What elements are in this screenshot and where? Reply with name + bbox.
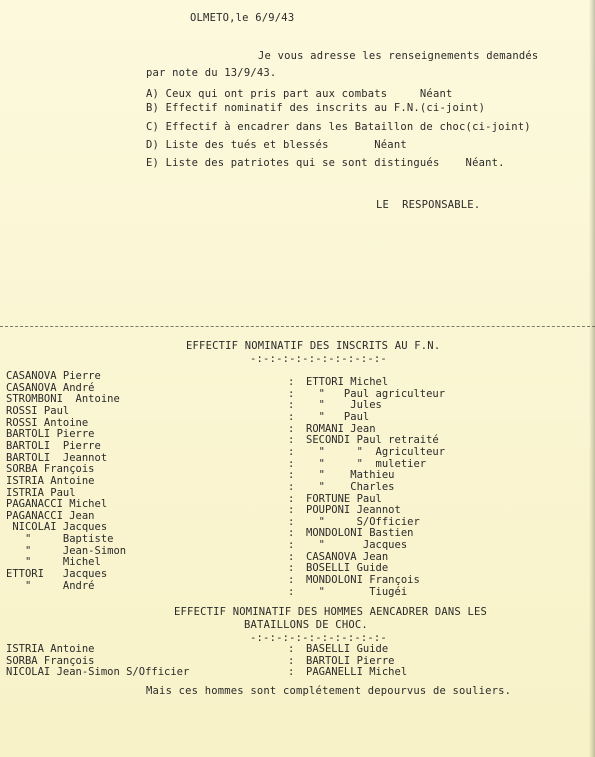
place-date: OLMETO,le 6/9/43 (190, 12, 295, 24)
inscrit-name: BARTOLI Jeannot (6, 451, 108, 464)
item-d: D) Liste des tués et blessés Néant (146, 139, 407, 151)
inscrit-name: MONDOLONI François (306, 574, 420, 587)
encadrer-title-1: EFFECTIF NOMINATIF DES HOMMES AENCADRER DANS LES (174, 606, 488, 618)
inscrit-name: STROMBONI Antoine (6, 393, 120, 406)
column-separator: : (288, 445, 295, 458)
column-separator: : (288, 422, 295, 435)
inscrit-name: " Paul agriculteur (306, 387, 446, 400)
closing-note: Mais ces hommes sont complétement depourvus de souliers. (146, 685, 512, 697)
column-separator: : (288, 399, 295, 412)
intro-line-2: par note du 13/9/43. (146, 67, 277, 79)
inscrit-name: " Tiugéi (306, 585, 408, 598)
inscrit-name: SECONDI Paul retraité (306, 434, 439, 447)
column-separator: : (288, 492, 295, 505)
inscrit-name: ROSSI Antoine (6, 416, 89, 429)
column-separator: : (288, 562, 295, 575)
encadrer-name: ISTRIA Antoine (6, 643, 95, 655)
inscrit-name: " Michel (6, 556, 101, 569)
column-separator: : (288, 539, 295, 552)
column-separator: : (288, 410, 295, 423)
inscrit-name: " S/Officier (306, 515, 420, 528)
intro-line-1: Je vous adresse les renseignements demandés (258, 50, 539, 62)
column-separator: : (288, 550, 295, 563)
column-separator: : (288, 574, 295, 587)
encadrer-name: BARTOLI Pierre (306, 654, 395, 667)
inscrit-name: " " muletier (306, 457, 427, 470)
inscrits-rule: -:-:-:-:-:-:-:-:-:-:- (250, 353, 387, 365)
encadrer-rule: -:-:-:-:-:-:-:-:-:-:- (250, 632, 387, 644)
inscrit-name: CASANOVA Jean (306, 550, 389, 563)
column-separator: : (288, 585, 295, 598)
inscrit-name: NICOLAI Jacques (6, 521, 108, 534)
inscrit-name: " Charles (306, 480, 395, 493)
inscrit-name: ETTORI Michel (306, 376, 389, 388)
column-separator: : (288, 643, 295, 655)
inscrit-name: BARTOLI Pierre (6, 439, 101, 452)
inscrits-title: EFFECTIF NOMINATIF DES INSCRITS AU F.N. (186, 340, 441, 352)
item-c: C) Effectif à encadrer dans les Bataillon de choc(ci-joint) (146, 121, 531, 133)
encadrer-title-2: BATAILLONS DE CHOC. (244, 619, 368, 631)
column-separator: : (288, 387, 295, 400)
item-e: E) Liste des patriotes qui se sont distingués Néant. (146, 157, 505, 169)
column-separator: : (288, 654, 295, 667)
inscrit-name: MONDOLONI Bastien (306, 527, 414, 540)
inscrit-name: ETTORI Jacques (6, 568, 108, 581)
inscrit-name: CASANOVA Pierre (6, 370, 101, 382)
column-separator: : (288, 480, 295, 493)
inscrit-name: " Baptiste (6, 533, 114, 546)
inscrit-name: " Jean-Simon (6, 544, 127, 557)
column-separator: : (288, 666, 295, 678)
inscrit-name: ISTRIA Antoine (6, 474, 95, 487)
column-separator: : (288, 457, 295, 470)
item-a: A) Ceux qui ont pris part aux combats Néant (146, 88, 453, 100)
inscrit-name: " Jacques (306, 539, 408, 552)
encadrer-name: PAGANELLI Michel (306, 666, 408, 678)
column-separator: : (288, 515, 295, 528)
inscrit-name: ISTRIA Paul (6, 486, 76, 499)
column-separator: : (288, 527, 295, 540)
inscrit-name: CASANOVA André (6, 381, 95, 394)
inscrit-name: " Paul (306, 410, 370, 423)
inscrit-name: SORBA François (6, 463, 95, 476)
inscrit-name: " Mathieu (306, 469, 395, 482)
inscrit-name: ROMANI Jean (306, 422, 376, 435)
inscrit-name: " " Agriculteur (306, 445, 446, 458)
inscrit-name: ROSSI Paul (6, 404, 70, 417)
inscrit-name: BARTOLI Pierre (6, 428, 95, 441)
fold-line (0, 326, 595, 327)
column-separator: : (288, 376, 295, 388)
inscrit-name: BOSELLI Guide (306, 562, 389, 575)
inscrit-name: " Jules (306, 399, 382, 412)
inscrit-name: " André (6, 579, 95, 592)
page-edge-shadow (589, 0, 595, 757)
inscrit-name: PAGANACCI Michel (6, 498, 108, 511)
column-separator: : (288, 504, 295, 517)
encadrer-name: BASELLI Guide (306, 643, 389, 655)
encadrer-name: SORBA François (6, 654, 95, 667)
column-separator: : (288, 469, 295, 482)
item-b: B) Effectif nominatif des inscrits au F.N.(ci-joint) (146, 102, 486, 114)
encadrer-name: NICOLAI Jean-Simon S/Officier (6, 666, 190, 678)
column-separator: : (288, 434, 295, 447)
inscrit-name: POUPONI Jeannot (306, 504, 401, 517)
signature: LE RESPONSABLE. (376, 199, 481, 211)
inscrit-name: FORTUNE Paul (306, 492, 382, 505)
inscrit-name: PAGANACCI Jean (6, 509, 95, 522)
